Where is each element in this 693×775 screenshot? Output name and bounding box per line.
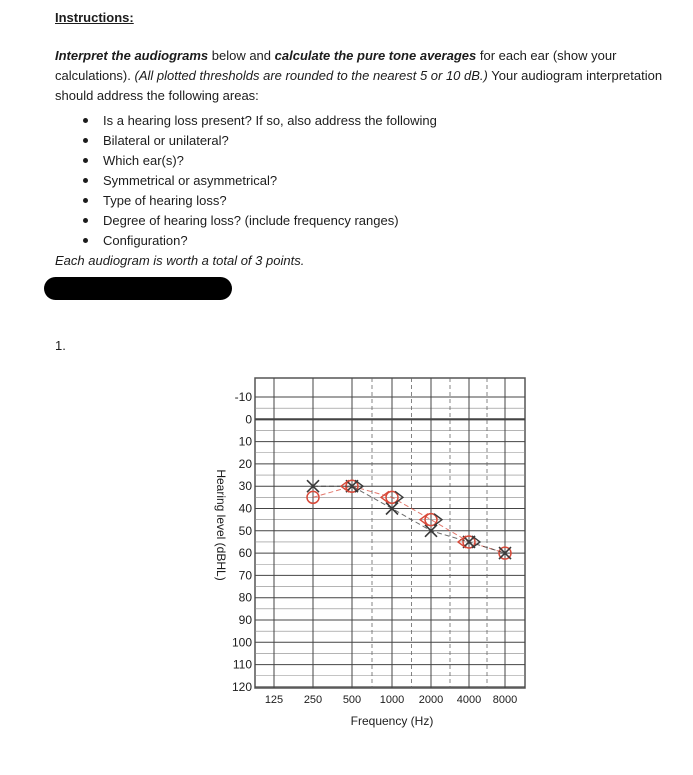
question-number: 1. [55,338,66,353]
list-item: Is a hearing loss present? If so, also address the following [55,111,675,131]
instructions-paragraph [55,46,675,106]
x-axis-label: Frequency (Hz) [350,714,434,728]
para-text-3: Your audiogram interpretation should address the following areas: [55,68,663,103]
y-tick-label: 30 [238,479,252,494]
y-tick-label: 40 [238,501,252,516]
para-italic: (All plotted thresholds are rounded to the nearest 5 or 10 dB.) [134,68,488,83]
plot-frame [255,378,525,688]
para-bold-2: calculate the pure tone averages [274,48,477,63]
y-tick-label: 0 [245,412,252,427]
list-item: Symmetrical or asymmetrical? [55,171,675,191]
x-tick-label: 500 [342,694,362,706]
x-tick-label: 8000 [492,694,518,706]
x-tick-label: 4000 [456,694,482,706]
audiogram-chart [195,360,535,735]
x-tick-label: 1000 [379,694,405,706]
list-item: Configuration? [55,231,675,251]
y-tick-label: 10 [238,434,252,449]
y-tick-label: 100 [231,635,252,650]
redaction-mark [44,277,232,300]
y-tick-label: 120 [231,679,252,694]
para-bold-1: Interpret the audiograms [55,48,209,63]
instructions-block [55,8,675,271]
list-item: Which ear(s)? [55,151,675,171]
x-tick-label: 250 [303,694,323,706]
y-tick-label: -10 [234,390,252,404]
para-text-2: for each ear (show your calculations). [55,48,617,83]
y-axis-label: Hearing level (dBHL) [214,469,228,581]
bullet-list [55,111,675,251]
y-tick-label: 50 [238,523,252,538]
list-item: Degree of hearing loss? (include frequency ranges) [55,211,675,231]
x-tick-label: 125 [264,694,284,706]
y-tick-label: 20 [238,456,252,471]
y-tick-label: 60 [238,546,252,561]
list-item: Type of hearing loss? [55,191,675,211]
y-tick-label: 80 [238,590,252,605]
points-note: Each audiogram is worth a total of 3 points. [55,253,305,268]
y-tick-label: 110 [232,657,252,672]
x-tick-label: 2000 [418,694,444,706]
instructions-heading: Instructions: [55,10,134,25]
list-item: Bilateral or unilateral? [55,131,675,151]
y-tick-label: 70 [238,568,252,583]
para-text-1: below and [208,48,275,63]
y-tick-label: 90 [238,613,252,627]
